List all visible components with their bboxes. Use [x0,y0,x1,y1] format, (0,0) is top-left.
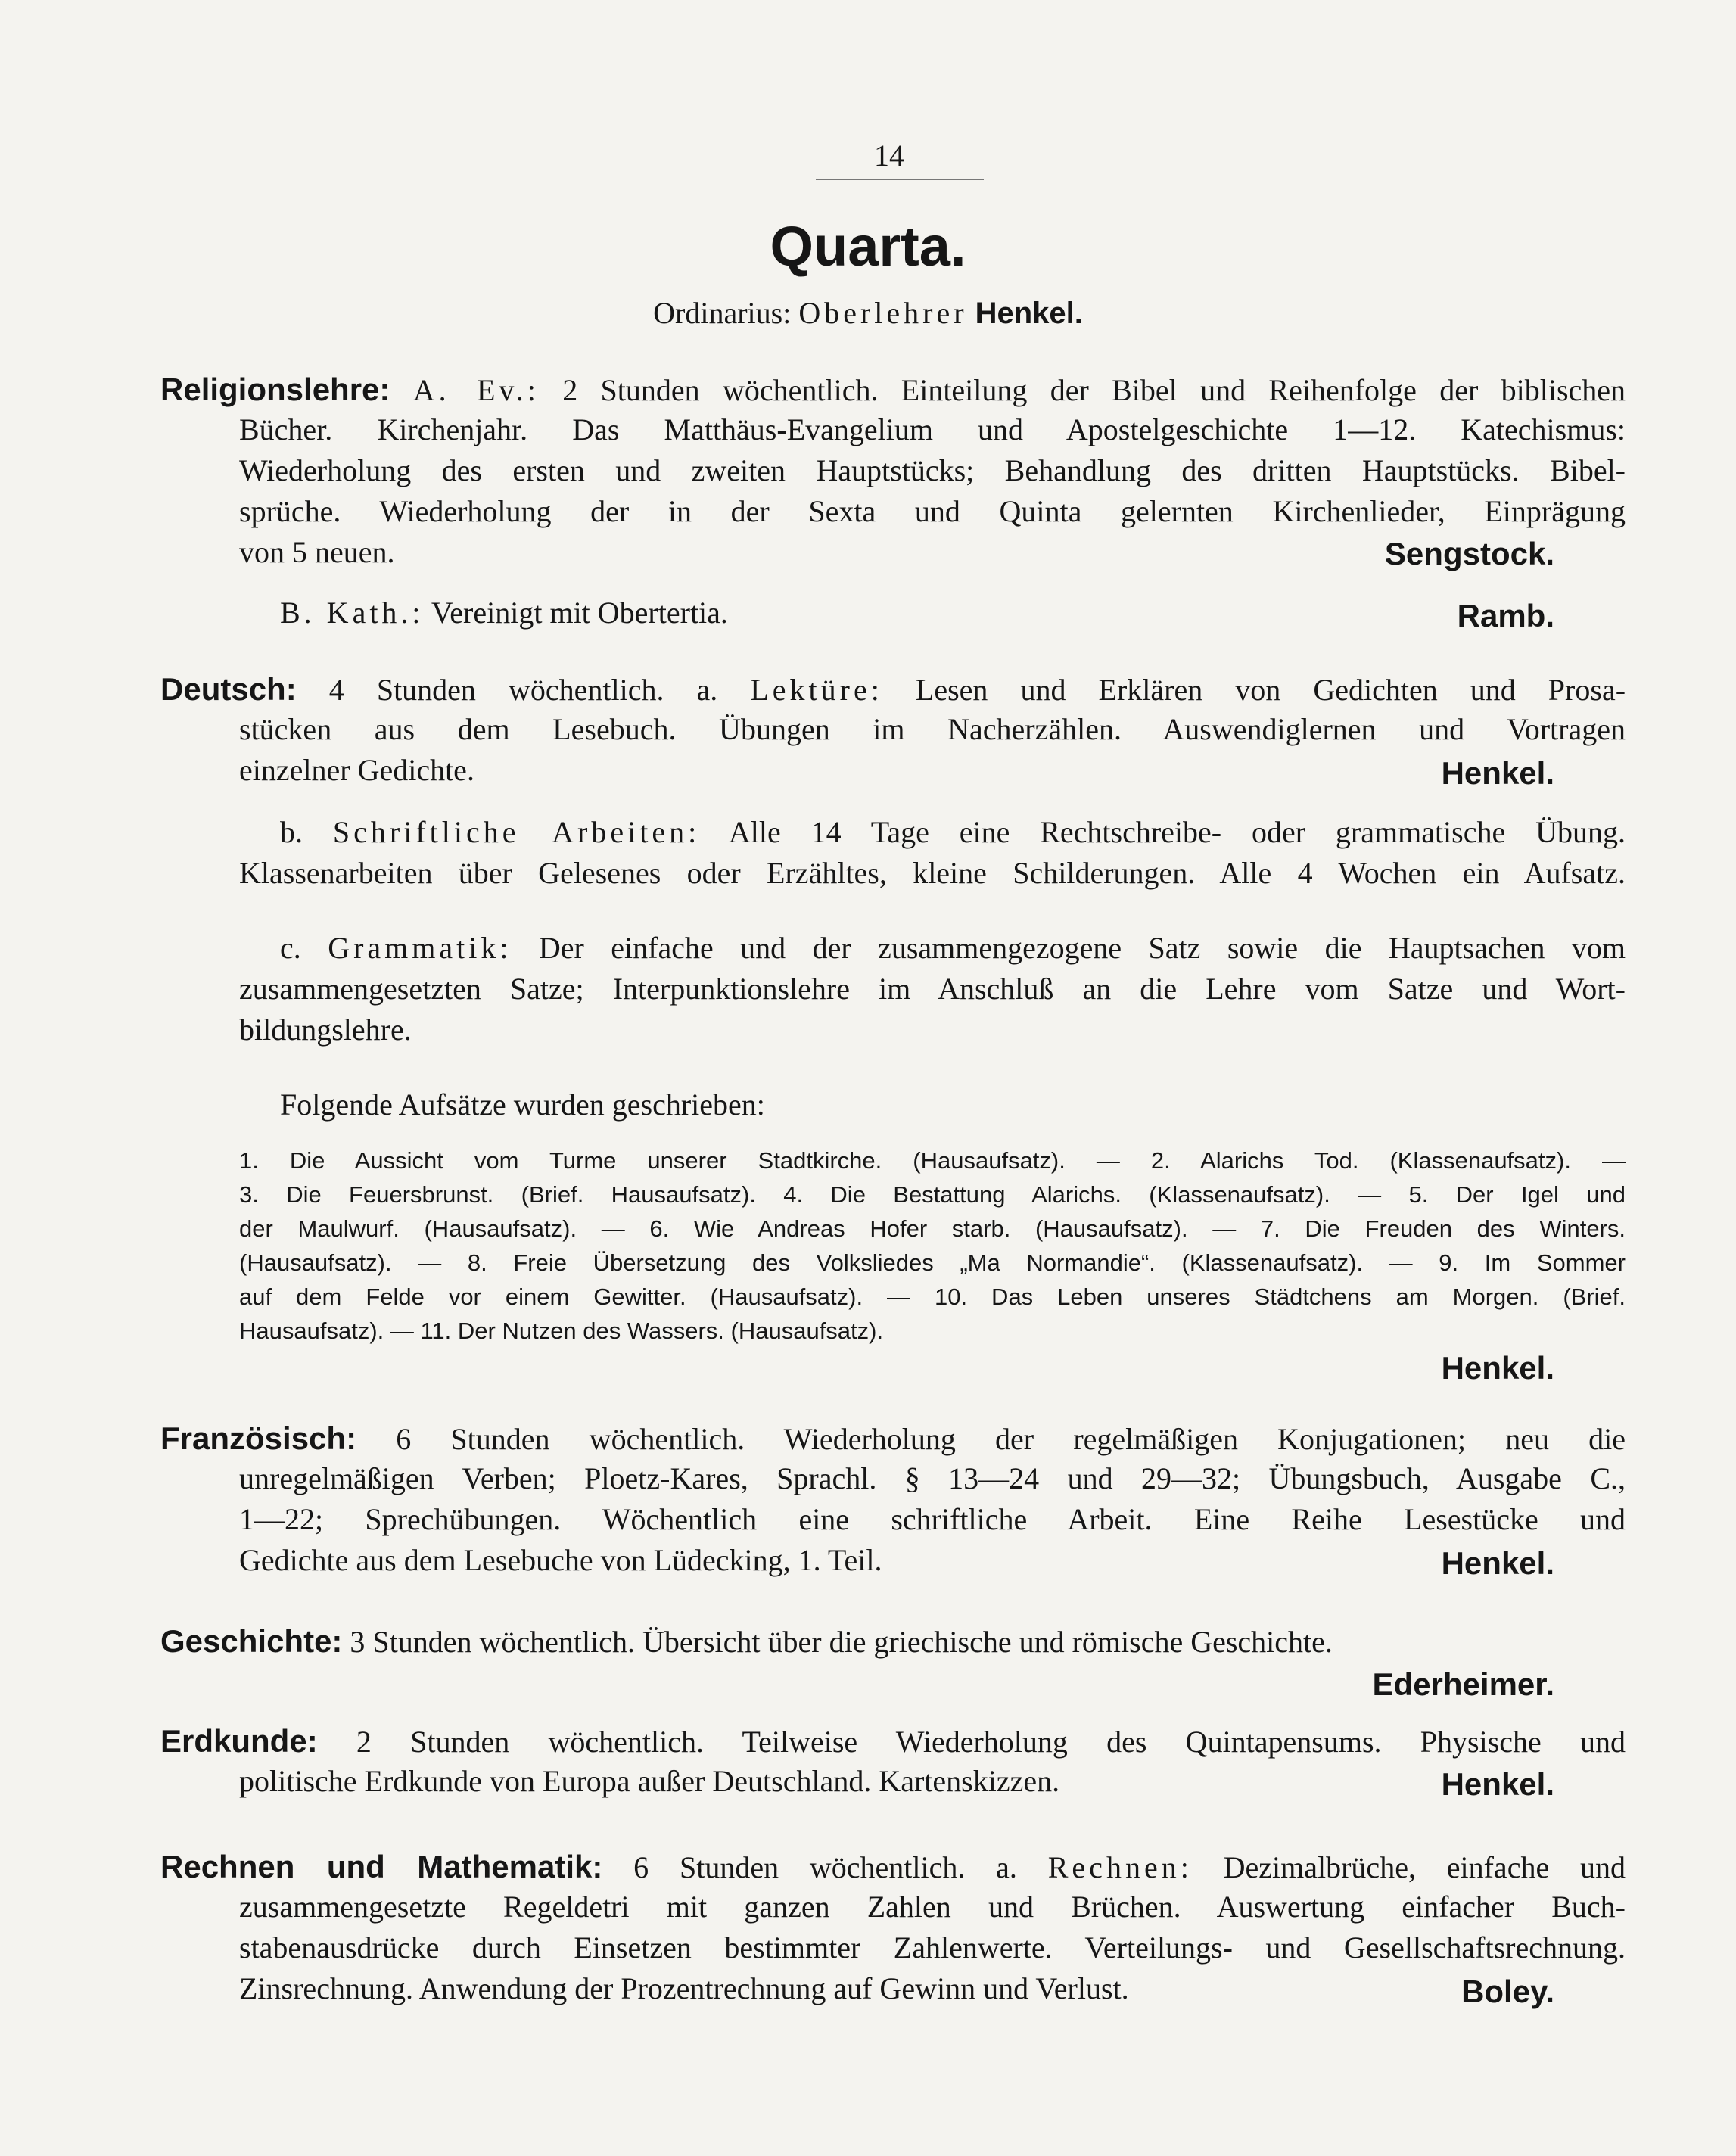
essay-line: der Maulwurf. (Hausaufsatz). — 6. Wie Andreas Hofer starb. (Hausaufsatz). — 7. Die Freuden des Winters. [239,1215,1626,1242]
religion-b-label: B. Kath.: [280,596,425,630]
ordinarius-rank: Oberlehrer [798,296,968,330]
ordinarius-line [0,295,1736,331]
erdkunde-line-1 [160,1725,1626,1757]
rechnen-line-1-pre: 6 Stunden wöchentlich. a. [633,1850,1017,1884]
religion-teacher-a: Sengstock. [1384,536,1554,571]
geschichte-heading: Geschichte: [160,1623,343,1659]
franz-line-1 [160,1420,1626,1456]
franz-teacher: Henkel. [1441,1545,1554,1581]
rechnen-line-4: Zinsrechnung. Anwendung der Prozentrechnung auf Gewinn und Verlust. [239,1971,1129,2005]
ordinarius-prefix: Ordinarius: [653,296,792,330]
rechnen-teacher: Boley. [1461,1974,1554,2009]
rechnen-line-2: zusammengesetzte Regeldetri mit ganzen Zahlen und Brüchen. Auswertung einfacher Buch- [239,1890,1626,1924]
deutsch-line-3: einzelner Gedichte. [239,753,474,787]
deutsch-teacher-b: Henkel. [1441,1350,1554,1386]
deutsch-c-line-3: bildungslehre. [239,1013,412,1047]
deutsch-c-line-1-text: Der einfache und der zusammengezogene Satz sowie die Hauptsachen vom [538,931,1626,965]
erdkunde-teacher: Henkel. [1441,1766,1554,1802]
rechnen-label: Rechnen: [1047,1850,1193,1884]
deutsch-heading: Deutsch: [160,671,297,707]
essay-line: 1. Die Aussicht vom Turme unserer Stadtkirche. (Hausaufsatz). — 2. Alarichs Tod. (Klassenaufsatz). — [239,1147,1626,1174]
essay-line: Hausaufsatz). — 11. Der Nutzen des Wassers. (Hausaufsatz). [239,1318,884,1344]
religion-teacher-b: Ramb. [1457,598,1554,633]
page-number-rule [816,179,984,180]
franz-line-3: 1—22; Sprechübungen. Wöchentlich eine schriftliche Arbeit. Eine Reihe Lesestücke und [239,1502,1626,1536]
rechnen-line-3: stabenausdrücke durch Einsetzen bestimmter Zahlenwerte. Verteilungs- und Gesellschaftsrechnung. [239,1930,1626,1965]
essays-intro: Folgende Aufsätze wurden geschrieben: [280,1087,765,1122]
deutsch-c-prefix: c. [280,931,301,965]
deutsch-b-line-2: Klassenarbeiten über Gelesenes oder Erzähltes, kleine Schilderungen. Alle 4 Wochen ein Aufsatz. [239,856,1626,890]
franz-heading: Französisch: [160,1420,357,1456]
deutsch-b-prefix: b. [280,815,303,849]
geschichte-line-1 [160,1623,1626,1659]
deutsch-line-1-pre: 4 Stunden wöchentlich. a. [328,673,718,707]
erdkunde-line-1-text: 2 Stunden wöchentlich. Teilweise Wiederholung des Quintapensums. Physische und [356,1725,1626,1759]
rechnen-heading: Rechnen und Mathematik: [160,1849,603,1884]
franz-line-1-text: 6 Stunden wöchentlich. Wiederholung der regelmäßigen Konjugationen; neu die [396,1422,1626,1456]
deutsch-b-line-1 [280,817,1626,848]
religion-line-1 [160,374,1626,406]
erdkunde-line-2: politische Erdkunde von Europa außer Deutschland. Kartenskizzen. [239,1764,1060,1798]
deutsch-teacher-a: Henkel. [1441,755,1554,791]
religion-b-text: Vereinigt mit Obertertia. [431,596,728,630]
deutsch-b-line-1-text: Alle 14 Tage eine Rechtschreibe- oder grammatische Übung. [728,815,1626,849]
deutsch-line-1-text: Lesen und Erklären von Gedichten und Prosa- [915,673,1626,707]
page-number: 14 [874,138,904,173]
deutsch-line-1 [160,671,1626,707]
deutsch-c-line-1 [280,933,1626,963]
religion-a-label: A. Ev.: [412,373,540,407]
religion-line-4: sprüche. Wiederholung der in der Sexta und Quinta gelernten Kirchenlieder, Einprägung [239,494,1626,528]
deutsch-b-label: Schriftliche Arbeiten: [332,815,701,849]
deutsch-lekture-label: Lektüre: [750,673,883,707]
essay-line: auf dem Felde vor einem Gewitter. (Hausaufsatz). — 10. Das Leben unseres Städtchens am Morgen. (Brief. [239,1283,1626,1310]
erdkunde-heading: Erdkunde: [160,1723,318,1759]
religion-line-2: Bücher. Kirchenjahr. Das Matthäus-Evangelium und Apostelgeschichte 1—12. Katechismus: [239,412,1626,446]
religion-line-5: von 5 neuen. [239,535,395,569]
geschichte-teacher: Ederheimer. [1372,1666,1554,1702]
deutsch-c-line-2: zusammengesetzten Satze; Interpunktionslehre im Anschluß an die Lehre vom Satze und Wort- [239,972,1626,1006]
franz-line-4: Gedichte aus dem Lesebuche von Lüdecking, 1. Teil. [239,1543,882,1577]
franz-line-2: unregelmäßigen Verben; Ploetz-Kares, Sprachl. § 13—24 und 29—32; Übungsbuch, Ausgabe C., [239,1461,1626,1495]
essay-line: 3. Die Feuersbrunst. (Brief. Hausaufsatz). 4. Die Bestattung Alarichs. (Klassenaufsatz). — 5. Der Igel und [239,1181,1626,1208]
deutsch-line-2: stücken aus dem Lesebuch. Übungen im Nacherzählen. Auswendiglernen und Vortragen [239,712,1626,746]
deutsch-c-label: Grammatik: [328,931,512,965]
religion-heading: Religionslehre: [160,372,390,407]
page-title: Quarta. [770,215,966,278]
religion-line-1-text: 2 Stunden wöchentlich. Einteilung der Bibel und Reihenfolge der biblischen [562,373,1626,407]
essay-line: (Hausaufsatz). — 8. Freie Übersetzung des Volksliedes „Ma Normandie“. (Klassenaufsatz). — 9. Im Sommer [239,1249,1626,1276]
geschichte-line-1-text: 3 Stunden wöchentlich. Übersicht über die griechische und römische Geschichte. [350,1625,1333,1659]
rechnen-line-1 [160,1851,1626,1883]
religion-line-3: Wiederholung des ersten und zweiten Hauptstücks; Behandlung des dritten Hauptstücks. Bibel- [239,453,1626,487]
rechnen-line-1-text: Dezimalbrüche, einfache und [1223,1850,1626,1884]
ordinarius-name: Henkel. [975,297,1083,330]
